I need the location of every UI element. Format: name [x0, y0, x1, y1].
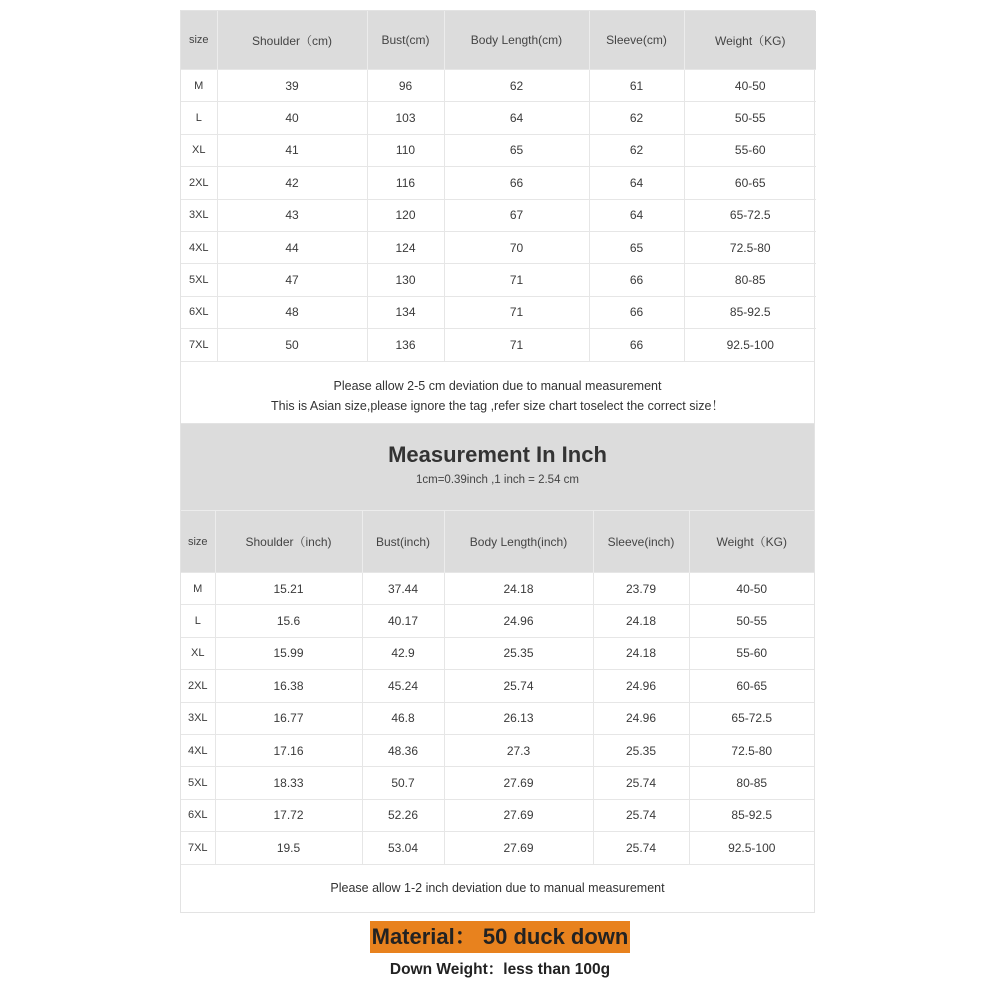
cell-body-length: 66	[444, 167, 589, 199]
header-size: size	[181, 511, 215, 573]
table-row	[181, 296, 816, 328]
table-row	[181, 264, 816, 296]
cell-size: 3XL	[181, 702, 215, 734]
table-row	[181, 573, 814, 605]
cell-body-length: 27.69	[444, 832, 593, 864]
cell-weight: 80-85	[689, 767, 814, 799]
table-row	[181, 199, 816, 231]
cell-shoulder: 47	[217, 264, 367, 296]
cell-bust: 110	[367, 134, 444, 166]
cell-sleeve: 24.96	[593, 670, 689, 702]
table-row	[181, 70, 816, 102]
material-label: Material： 50 duck down	[370, 921, 631, 953]
table-row	[181, 799, 814, 831]
cell-weight: 85-92.5	[684, 296, 816, 328]
inch-title-block	[181, 424, 814, 511]
header-shoulder: Shoulder（inch)	[215, 511, 362, 573]
cell-shoulder: 15.21	[215, 573, 362, 605]
cell-shoulder: 16.77	[215, 702, 362, 734]
table-row	[181, 134, 816, 166]
cell-shoulder: 41	[217, 134, 367, 166]
cell-weight: 50-55	[684, 102, 816, 134]
material-banner	[0, 921, 1000, 953]
cell-sleeve: 25.74	[593, 832, 689, 864]
header-shoulder: Shoulder（cm)	[217, 11, 367, 70]
cell-shoulder: 44	[217, 231, 367, 263]
inch-title: Measurement In Inch	[388, 442, 607, 467]
cell-shoulder: 40	[217, 102, 367, 134]
cell-body-length: 71	[444, 329, 589, 361]
cell-bust: 116	[367, 167, 444, 199]
cell-sleeve: 24.18	[593, 605, 689, 637]
cell-weight: 60-65	[689, 670, 814, 702]
cell-size: 4XL	[181, 231, 217, 263]
cell-body-length: 62	[444, 70, 589, 102]
cell-shoulder: 39	[217, 70, 367, 102]
cell-size: 7XL	[181, 329, 217, 361]
cell-size: 3XL	[181, 199, 217, 231]
table-row	[181, 102, 816, 134]
cell-sleeve: 24.96	[593, 702, 689, 734]
cell-sleeve: 25.74	[593, 799, 689, 831]
cell-body-length: 27.69	[444, 799, 593, 831]
cell-shoulder: 17.72	[215, 799, 362, 831]
header-weight: Weight（KG)	[689, 511, 814, 573]
table-body	[181, 70, 816, 361]
cell-size: 7XL	[181, 832, 215, 864]
inch-deviation-note	[181, 864, 814, 912]
table-header-row	[181, 511, 814, 573]
cell-bust: 37.44	[362, 573, 444, 605]
cell-body-length: 25.35	[444, 637, 593, 669]
header-weight: Weight（KG)	[684, 11, 816, 70]
cell-sleeve: 61	[589, 70, 684, 102]
cell-bust: 103	[367, 102, 444, 134]
cell-weight: 40-50	[689, 573, 814, 605]
cell-size: 4XL	[181, 734, 215, 766]
cm-size-chart	[180, 10, 815, 431]
cell-size: M	[181, 70, 217, 102]
cell-size: 6XL	[181, 296, 217, 328]
table-row	[181, 231, 816, 263]
cell-bust: 50.7	[362, 767, 444, 799]
table-row	[181, 670, 814, 702]
cell-weight: 55-60	[684, 134, 816, 166]
cell-body-length: 26.13	[444, 702, 593, 734]
cell-shoulder: 15.6	[215, 605, 362, 637]
cell-bust: 52.26	[362, 799, 444, 831]
cell-size: XL	[181, 637, 215, 669]
cell-bust: 120	[367, 199, 444, 231]
cell-sleeve: 24.18	[593, 637, 689, 669]
cell-weight: 72.5-80	[689, 734, 814, 766]
header-body-length: Body Length(inch)	[444, 511, 593, 573]
cell-sleeve: 64	[589, 199, 684, 231]
cell-shoulder: 43	[217, 199, 367, 231]
table-row	[181, 167, 816, 199]
cell-shoulder: 17.16	[215, 734, 362, 766]
cell-bust: 96	[367, 70, 444, 102]
table-row	[181, 329, 816, 361]
cell-sleeve: 66	[589, 264, 684, 296]
cell-shoulder: 42	[217, 167, 367, 199]
cell-size: 6XL	[181, 799, 215, 831]
cell-shoulder: 19.5	[215, 832, 362, 864]
note-line-2: This is Asian size,please ignore the tag ,refer size chart toselect the correct size！	[271, 398, 724, 413]
cell-bust: 124	[367, 231, 444, 263]
cell-sleeve: 66	[589, 296, 684, 328]
table-row	[181, 767, 814, 799]
header-sleeve: Sleeve(inch)	[593, 511, 689, 573]
cell-shoulder: 18.33	[215, 767, 362, 799]
header-sleeve: Sleeve(cm)	[589, 11, 684, 70]
table-row	[181, 605, 814, 637]
down-weight-text: Down Weight：less than 100g	[389, 961, 611, 978]
table-row	[181, 832, 814, 864]
cell-size: 5XL	[181, 767, 215, 799]
inch-size-chart	[180, 423, 815, 913]
cell-size: L	[181, 605, 215, 637]
table-body	[181, 573, 814, 864]
table-row	[181, 637, 814, 669]
cell-weight: 65-72.5	[684, 199, 816, 231]
cell-shoulder: 50	[217, 329, 367, 361]
header-body-length: Body Length(cm)	[444, 11, 589, 70]
cell-sleeve: 62	[589, 134, 684, 166]
table-header-row	[181, 11, 816, 70]
cell-weight: 40-50	[684, 70, 816, 102]
cell-bust: 48.36	[362, 734, 444, 766]
cell-bust: 130	[367, 264, 444, 296]
cell-size: 5XL	[181, 264, 217, 296]
cell-shoulder: 48	[217, 296, 367, 328]
cell-sleeve: 25.35	[593, 734, 689, 766]
cell-size: 2XL	[181, 670, 215, 702]
cell-weight: 60-65	[684, 167, 816, 199]
cell-sleeve: 25.74	[593, 767, 689, 799]
cell-body-length: 27.69	[444, 767, 593, 799]
cell-shoulder: 15.99	[215, 637, 362, 669]
note-line-1: Please allow 2-5 cm deviation due to manual measurement	[333, 378, 662, 393]
cell-body-length: 65	[444, 134, 589, 166]
header-size: size	[181, 11, 217, 70]
cell-size: 2XL	[181, 167, 217, 199]
cell-body-length: 71	[444, 264, 589, 296]
inch-size-table	[181, 511, 814, 864]
inch-subtitle: 1cm=0.39inch ,1 inch = 2.54 cm	[415, 474, 579, 486]
cell-bust: 134	[367, 296, 444, 328]
cell-bust: 42.9	[362, 637, 444, 669]
cell-sleeve: 62	[589, 102, 684, 134]
cell-bust: 136	[367, 329, 444, 361]
cell-weight: 55-60	[689, 637, 814, 669]
cell-body-length: 70	[444, 231, 589, 263]
cell-weight: 92.5-100	[689, 832, 814, 864]
cell-body-length: 27.3	[444, 734, 593, 766]
cell-body-length: 24.18	[444, 573, 593, 605]
cell-body-length: 25.74	[444, 670, 593, 702]
cell-weight: 85-92.5	[689, 799, 814, 831]
cm-size-table	[181, 11, 816, 361]
header-bust: Bust(cm)	[367, 11, 444, 70]
cell-sleeve: 66	[589, 329, 684, 361]
cell-weight: 50-55	[689, 605, 814, 637]
cell-body-length: 71	[444, 296, 589, 328]
cell-bust: 45.24	[362, 670, 444, 702]
cell-body-length: 24.96	[444, 605, 593, 637]
cell-shoulder: 16.38	[215, 670, 362, 702]
cm-deviation-note	[181, 361, 814, 430]
note-line: Please allow 1-2 inch deviation due to manual measurement	[330, 881, 665, 896]
cell-size: XL	[181, 134, 217, 166]
cell-body-length: 64	[444, 102, 589, 134]
cell-sleeve: 64	[589, 167, 684, 199]
cell-bust: 40.17	[362, 605, 444, 637]
cell-bust: 53.04	[362, 832, 444, 864]
cell-weight: 65-72.5	[689, 702, 814, 734]
cell-sleeve: 23.79	[593, 573, 689, 605]
cell-weight: 80-85	[684, 264, 816, 296]
cell-sleeve: 65	[589, 231, 684, 263]
table-row	[181, 734, 814, 766]
cell-weight: 72.5-80	[684, 231, 816, 263]
header-bust: Bust(inch)	[362, 511, 444, 573]
cell-size: L	[181, 102, 217, 134]
cell-body-length: 67	[444, 199, 589, 231]
table-row	[181, 702, 814, 734]
cell-weight: 92.5-100	[684, 329, 816, 361]
cell-size: M	[181, 573, 215, 605]
cell-bust: 46.8	[362, 702, 444, 734]
